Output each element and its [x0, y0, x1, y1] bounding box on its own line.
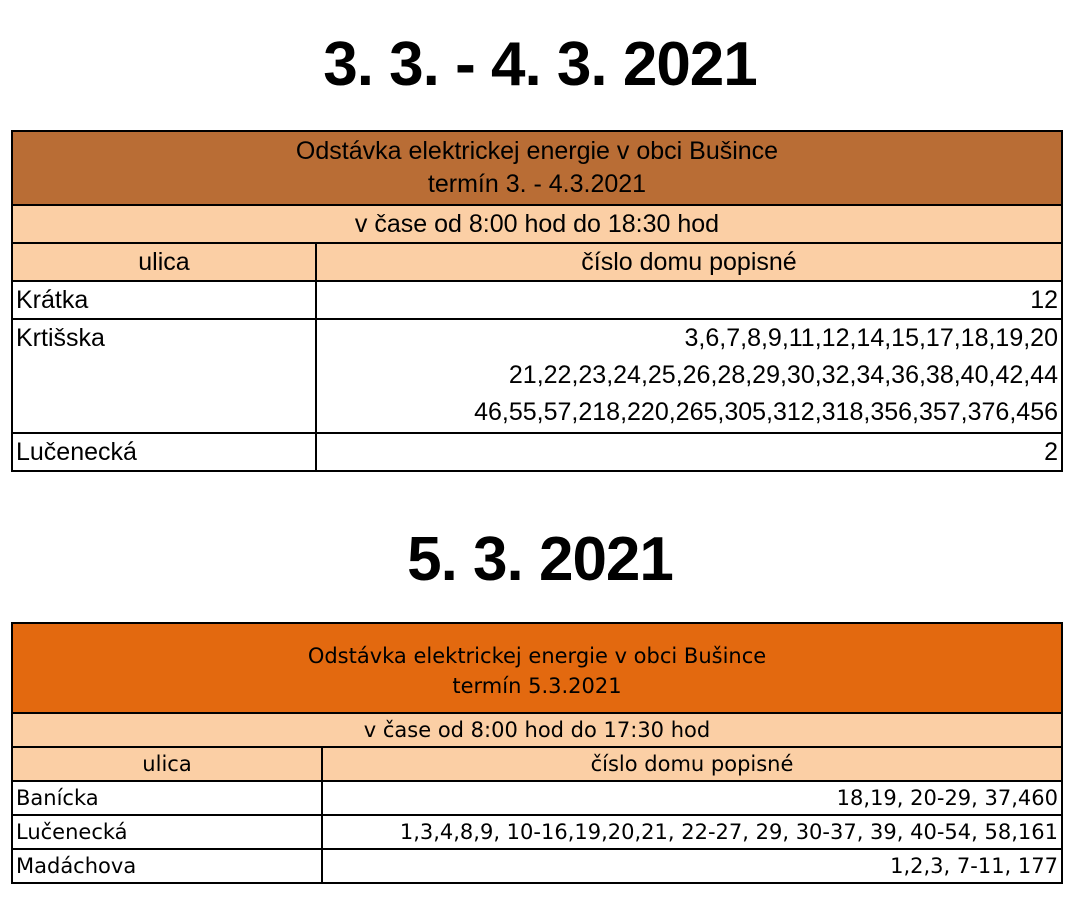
date-heading-1: 3. 3. - 4. 3. 2021: [323, 30, 757, 99]
column-header-numbers: číslo domu popisné: [322, 747, 1062, 781]
title-line-2: termín 3. - 4.3.2021: [427, 170, 647, 198]
date-heading-2: 5. 3. 2021: [407, 525, 673, 594]
column-header-numbers: číslo domu popisné: [316, 243, 1062, 281]
table-row: [12, 849, 1062, 883]
house-numbers-line: 46,55,57,218,220,265,305,312,318,356,357,376,456: [474, 398, 1058, 426]
house-numbers: 12: [316, 281, 1062, 319]
house-numbers-line: 21,22,23,24,25,26,28,29,30,32,34,36,38,40,42,44: [508, 361, 1058, 389]
outage-table-1: [11, 130, 1063, 472]
table-title: [12, 131, 1062, 205]
table-row: [12, 433, 1062, 471]
time-range: v čase od 8:00 hod do 18:30 hod: [12, 205, 1062, 243]
street-name: Krtišska: [12, 319, 316, 433]
street-name: Krátka: [12, 281, 316, 319]
time-range: v čase od 8:00 hod do 17:30 hod: [12, 713, 1062, 747]
outage-table-2: [11, 622, 1063, 884]
table-title: [12, 623, 1062, 713]
title-line-1: Odstávka elektrickej energie v obci Bušince: [295, 137, 779, 165]
house-numbers: 1,3,4,8,9, 10-16,19,20,21, 22-27, 29, 30-37, 39, 40-54, 58,161: [322, 815, 1062, 849]
street-name: Madáchova: [12, 849, 322, 883]
house-numbers-line: 3,6,7,8,9,11,12,14,15,17,18,19,20: [684, 324, 1058, 352]
table-row: [12, 781, 1062, 815]
street-name: Banícka: [12, 781, 322, 815]
title-line-2: termín 5.3.2021: [452, 674, 622, 698]
house-numbers: 2: [316, 433, 1062, 471]
house-numbers: 1,2,3, 7-11, 177: [322, 849, 1062, 883]
house-numbers: 18,19, 20-29, 37,460: [322, 781, 1062, 815]
table-row: [12, 815, 1062, 849]
title-line-1: Odstávka elektrickej energie v obci Bušince: [307, 644, 767, 668]
street-name: Lučenecká: [12, 815, 322, 849]
column-header-street: ulica: [12, 747, 322, 781]
house-numbers: [316, 319, 1062, 433]
column-header-street: ulica: [12, 243, 316, 281]
table-row: [12, 281, 1062, 319]
table-row: [12, 319, 1062, 433]
street-name: Lučenecká: [12, 433, 316, 471]
